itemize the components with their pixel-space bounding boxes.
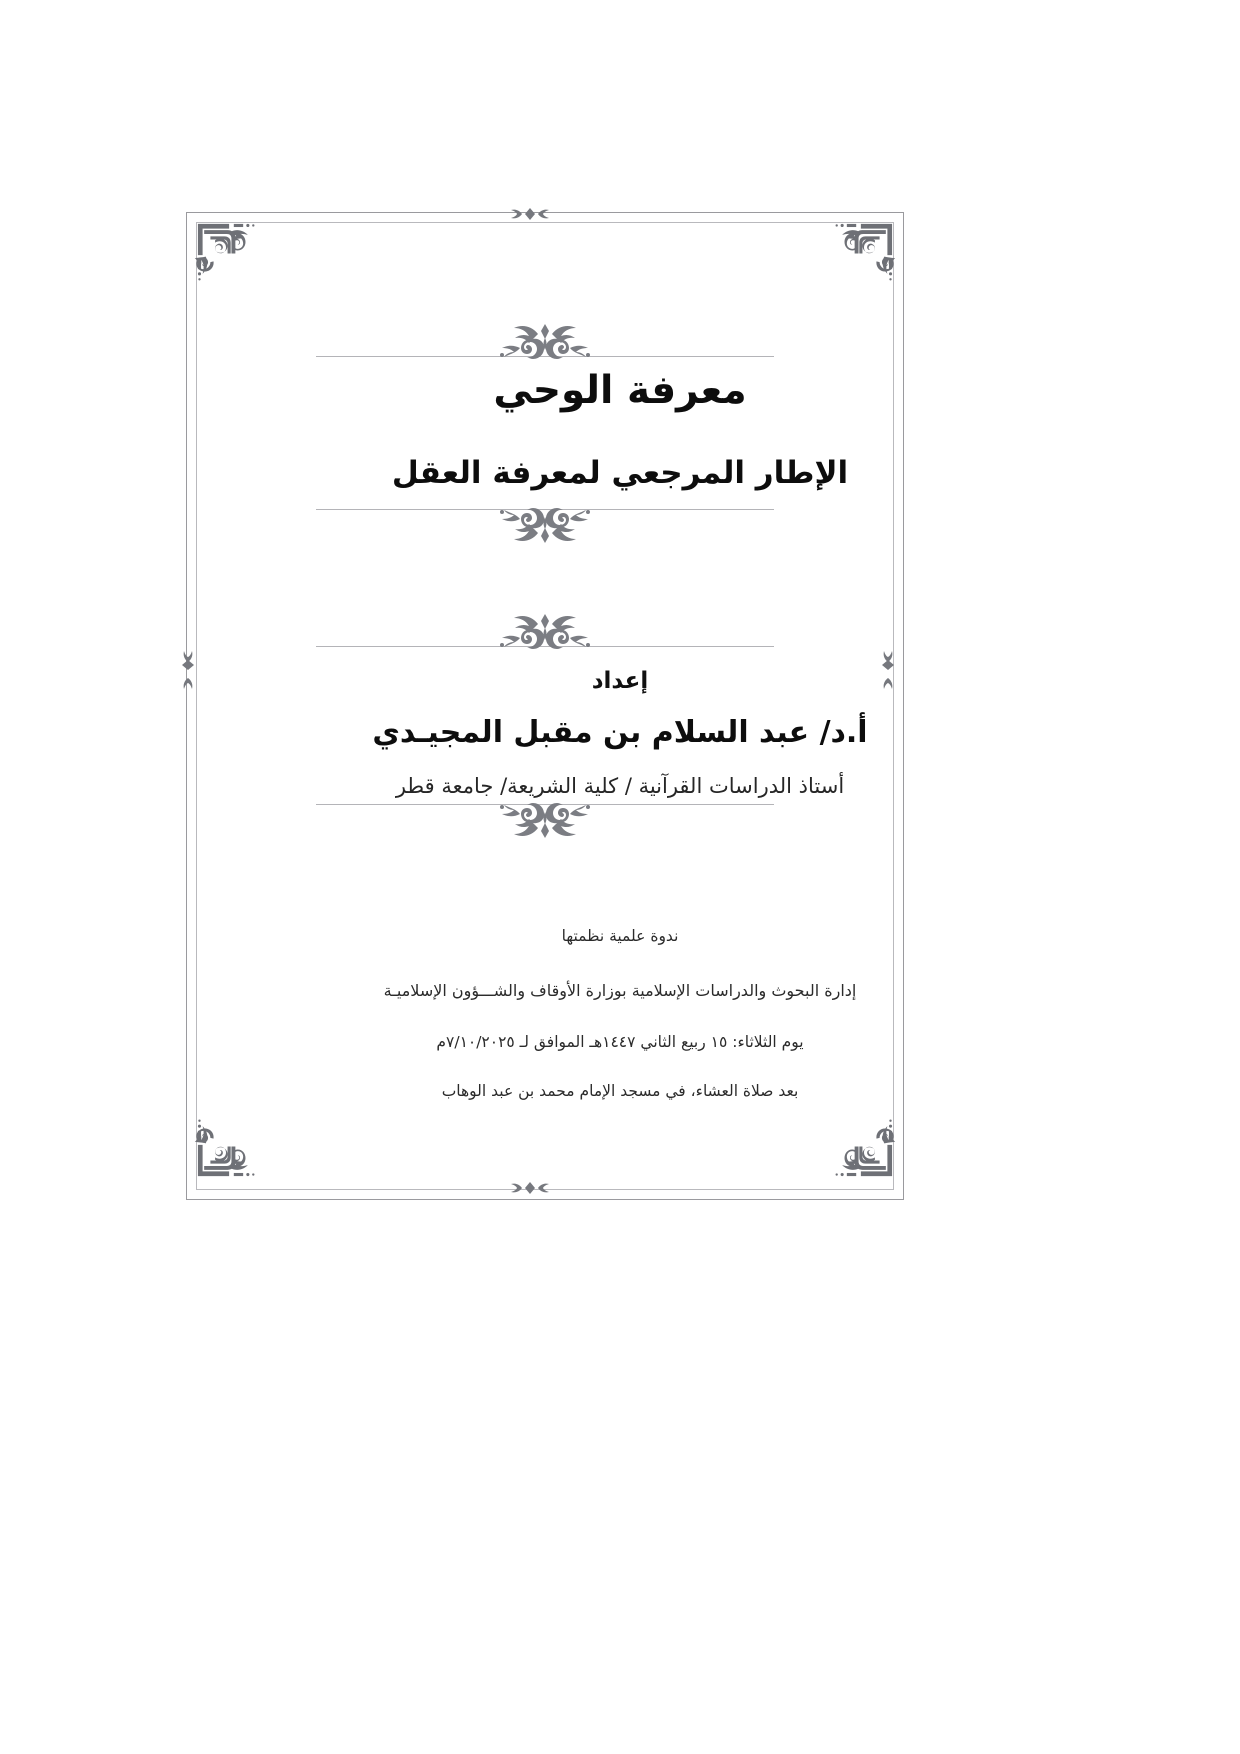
divider-title-bottom bbox=[316, 505, 774, 551]
event-place-text: بعد صلاة العشاء، في مسجد الإمام محمد بن عبد الوهاب bbox=[441, 1082, 799, 1100]
page-title: معرفة الوحي bbox=[493, 368, 747, 413]
event-date-text: يوم الثلاثاء: ١٥ ربيع الثاني ١٤٤٧هـ الموافق لـ ٧/١٠/٢٠٢٥م bbox=[436, 1033, 804, 1051]
floral-divider-ornament-icon bbox=[480, 507, 610, 547]
divider-author-bottom bbox=[316, 800, 774, 846]
author-name: أ.د/ عبد السلام بن مقبل المجيـدي bbox=[372, 715, 868, 750]
floral-corner-ornament-icon bbox=[187, 1109, 265, 1187]
author-affiliation: أستاذ الدراسات القرآنية / كلية الشريعة/ جامعة قطر bbox=[395, 774, 845, 798]
floral-divider-ornament-icon bbox=[480, 610, 610, 650]
organizer-text: إدارة البحوث والدراسات الإسلامية بوزارة الأوقاف والشـــؤون الإسلاميـة bbox=[383, 981, 857, 1000]
small-diamond-ornament-icon bbox=[510, 1180, 550, 1196]
floral-divider-ornament-icon bbox=[480, 320, 610, 360]
divider-author-top bbox=[316, 610, 774, 656]
prepared-by-label: إعداد bbox=[591, 668, 649, 694]
divider-title-top bbox=[316, 320, 774, 366]
seminar-intro-text: ندوة علمية نظمتها bbox=[561, 927, 679, 945]
floral-divider-ornament-icon bbox=[480, 802, 610, 842]
floral-corner-ornament-icon bbox=[825, 1109, 903, 1187]
page-subtitle: الإطار المرجعي لمعرفة العقل bbox=[391, 455, 849, 491]
floral-corner-ornament-icon bbox=[825, 213, 903, 291]
small-diamond-ornament-icon bbox=[510, 206, 550, 222]
floral-corner-ornament-icon bbox=[187, 213, 265, 291]
